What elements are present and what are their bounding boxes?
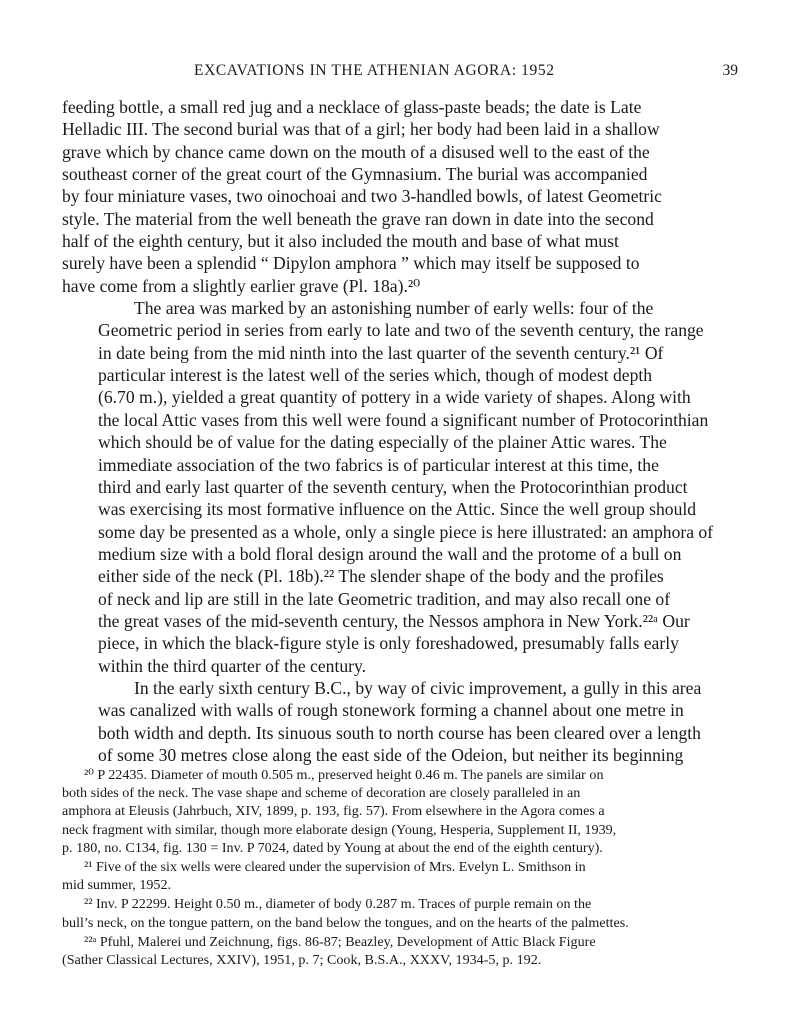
footnote-line: ²⁰ P 22435. Diameter of mouth 0.505 m., preserved height 0.46 m. The panels are similar on [84,767,604,783]
text-line: The area was marked by an astonishing number of early wells: four of the [134,298,654,319]
paragraph-3 [62,677,730,766]
running-title: EXCAVATIONS IN THE ATHENIAN AGORA: 1952 [194,62,555,79]
text-line: surely have been a splendid “ Dipylon amphora ” which may itself be supposed to [62,253,640,274]
text-line: of neck and lip are still in the late Geometric tradition, and may also recall one of [98,588,671,609]
text-line: the great vases of the mid-seventh century, the Nessos amphora in New York.²²ᵃ Our [98,610,690,631]
running-head [62,62,738,84]
text-line: immediate association of the two fabrics is of particular interest at this time, the [98,454,659,475]
footnote-line: bull’s neck, on the tongue pattern, on the band below the tongues, and on the hearts of the palmettes. [62,914,629,931]
footnote-line: neck fragment with similar, though more elaborate design (Young, Hesperia, Supplement II, 1939, [62,821,617,838]
text-line: by four miniature vases, two oinochoai and two 3-handled bowls, of latest Geometric [62,186,662,207]
text-line: particular interest is the latest well of the series which, though of modest depth [98,365,653,386]
text-line: either side of the neck (Pl. 18b).²² The slender shape of the body and the profiles [98,566,664,587]
footnote-line: amphora at Eleusis (Jahrbuch, XIV, 1899, p. 193, fig. 57). From elsewhere in the Agora comes a [62,803,605,820]
text-line: piece, in which the black-figure style is only foreshadowed, presumably falls early [98,633,679,654]
footnote-line: p. 180, no. C134, fig. 130 = Inv. P 7024, dated by Young at about the end of the eighth century). [62,839,603,856]
text-line: in date being from the mid ninth into the last quarter of the seventh century.²¹ Of [98,342,664,363]
footnote-line: ²²ᵃ Pfuhl, Malerei und Zeichnung, figs. 86-87; Beazley, Development of Attic Black Figure [84,933,596,950]
text-line: Geometric period in series from early to late and two of the seventh century, the range [98,320,704,341]
footnote-22a [62,933,730,969]
text-line: within the third quarter of the century. [98,655,367,676]
text-line: was exercising its most formative influence on the Attic. Since the well group should [98,499,697,520]
text-line: the local Attic vases from this well were found a significant number of Protocorinthian [98,409,709,430]
text-line: southeast corner of the great court of the Gymnasium. The burial was accompanied [62,164,648,185]
text-line: which should be of value for the dating especially of the plainer Attic wares. The [98,432,667,453]
text-line: of some 30 metres close along the east side of the Odeion, but neither its beginning [98,744,684,765]
text-line: both width and depth. Its sinuous south to north course has been cleared over a length [98,722,701,743]
page-number: 39 [722,62,738,79]
text-line: (6.70 m.), yielded a great quantity of pottery in a wide variety of shapes. Along with [98,387,691,408]
text-line: style. The material from the well beneath the grave ran down in date into the second [62,208,654,229]
body-text [62,96,730,766]
text-line: medium size with a bold floral design around the wall and the protome of a bull on [98,543,682,564]
paragraph-1 [62,96,730,297]
footnote-line: ²² Inv. P 22299. Height 0.50 m., diameter of body 0.287 m. Traces of purple remain on the [84,896,592,913]
text-line: was canalized with walls of rough stonework forming a channel about one metre in [98,700,684,721]
text-line: some day be presented as a whole, only a single piece is here illustrated: an amphora of [98,521,714,542]
text-line: half of the eighth century, but it also included the mouth and base of what must [62,231,619,252]
text-line: grave which by chance came down on the mouth of a disused well to the east of the [62,141,650,162]
text-line: Helladic III. The second burial was that of a girl; her body had been laid in a shallow [62,119,660,140]
footnote-line: ²¹ Five of the six wells were cleared under the supervision of Mrs. Evelyn L. Smithson in [84,859,586,876]
footnote-21 [62,858,730,894]
text-line: have come from a slightly earlier grave (Pl. 18a).²⁰ [62,275,421,296]
text-line: third and early last quarter of the seventh century, when the Protocorinthian product [98,476,688,497]
footnote-20 [62,766,730,857]
paragraph-2 [62,297,730,677]
footnote-line: (Sather Classical Lectures, XXIV), 1951, p. 7; Cook, B.S.A., XXXV, 1934-5, p. 192. [62,952,542,969]
footnotes [62,766,730,970]
footnote-line: mid summer, 1952. [62,877,172,894]
text-line: feeding bottle, a small red jug and a necklace of glass-paste beads; the date is Late [62,97,642,117]
footnote-22 [62,895,730,931]
footnote-line: both sides of the neck. The vase shape and scheme of decoration are closely paralleled in an [62,785,581,802]
text-line: In the early sixth century B.C., by way of civic improvement, a gully in this area [134,677,702,698]
